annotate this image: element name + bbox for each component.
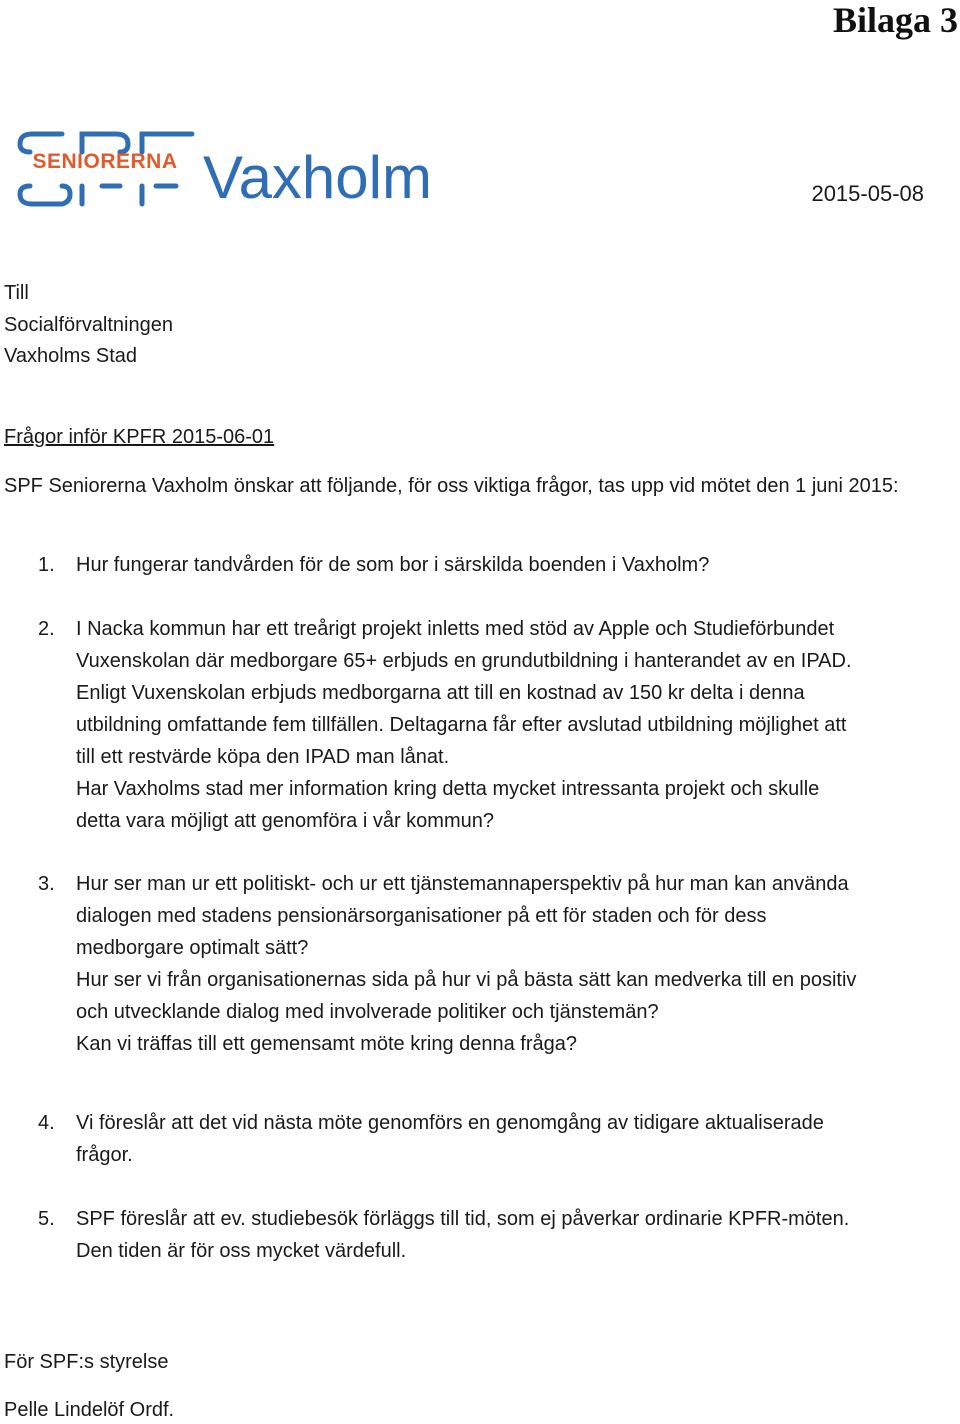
question-item <box>38 868 958 1060</box>
subject-heading: Frågor inför KPFR 2015-06-01 <box>4 426 275 448</box>
question-line: Vi föreslår att det vid nästa möte genomförs en genomgång av tidigare aktualiserade <box>76 1112 824 1134</box>
question-line: Har Vaxholms stad mer information kring detta mycket intressanta projekt och skulle <box>76 778 820 800</box>
question-line: frågor. <box>76 1144 133 1166</box>
question-item <box>38 613 958 837</box>
question-number: 3. <box>38 873 55 895</box>
recipient-line: Vaxholms Stad <box>4 345 138 367</box>
question-line: Hur ser man ur ett politiskt- och ur ett tjänstemannaperspektiv på hur man kan använda <box>76 873 849 895</box>
question-number: 1. <box>38 554 55 576</box>
logo-wordmark: SENIORERNA <box>32 150 178 173</box>
question-line: Enligt Vuxenskolan erbjuds medborgarna att till en kostnad av 150 kr delta i denna <box>76 682 805 704</box>
question-line: dialogen med stadens pensionärsorganisationer på ett för staden och för dess <box>76 905 767 927</box>
question-item <box>38 1107 958 1171</box>
question-line: Vuxenskolan där medborgare 65+ erbjuds en grundutbildning i hanterandet av en IPAD. <box>76 650 852 672</box>
question-text <box>76 1203 958 1267</box>
question-line: medborgare optimalt sätt? <box>76 937 309 959</box>
question-number: 5. <box>38 1208 55 1230</box>
question-line: Kan vi träffas till ett gemensamt möte kring denna fråga? <box>76 1033 578 1055</box>
attachment-label: Bilaga 3 <box>832 0 958 40</box>
question-item <box>38 549 958 581</box>
recipient-line: Till <box>4 282 29 304</box>
question-line: Hur ser vi från organisationernas sida på hur vi på bästa sätt kan medverka till en positiv <box>76 969 857 991</box>
document-date: 2015-05-08 <box>811 181 924 206</box>
question-line: Den tiden är för oss mycket värdefull. <box>76 1240 407 1262</box>
signature-name: Pelle Lindelöf Ordf. <box>4 1399 175 1421</box>
recipient-line: Socialförvaltningen <box>4 313 173 336</box>
question-line: SPF föreslår att ev. studiebesök förläggs till tid, som ej påverkar ordinarie KPFR-möten. <box>76 1208 850 1230</box>
question-text <box>76 613 958 837</box>
question-number: 2. <box>38 618 55 640</box>
intro-paragraph: SPF Seniorerna Vaxholm önskar att följande, för oss viktiga frågor, tas upp vid mötet den 1 juni 2015: <box>4 475 899 497</box>
question-line: utbildning omfattande fem tillfällen. Deltagarna får efter avslutad utbildning möjlighet att <box>76 714 847 736</box>
question-line: och utvecklande dialog med involverade politiker och tjänstemän? <box>76 1001 659 1023</box>
org-name: Vaxholm <box>203 144 432 211</box>
question-text <box>76 549 958 581</box>
question-item <box>38 1203 958 1267</box>
question-line: detta vara möjligt att genomföra i vår kommun? <box>76 810 494 832</box>
question-line: till ett restvärde köpa den IPAD man lånat. <box>76 746 450 768</box>
question-text <box>76 1107 958 1171</box>
signature-for-line: För SPF:s styrelse <box>4 1351 169 1373</box>
spf-seniorerna-logo <box>16 128 196 210</box>
question-line: I Nacka kommun har ett treårigt projekt inletts med stöd av Apple och Studieförbundet <box>76 618 835 640</box>
question-number: 4. <box>38 1112 55 1134</box>
question-line: Hur fungerar tandvården för de som bor i särskilda boenden i Vaxholm? <box>76 554 710 576</box>
question-text <box>76 868 958 1060</box>
recipient-block <box>4 278 173 373</box>
